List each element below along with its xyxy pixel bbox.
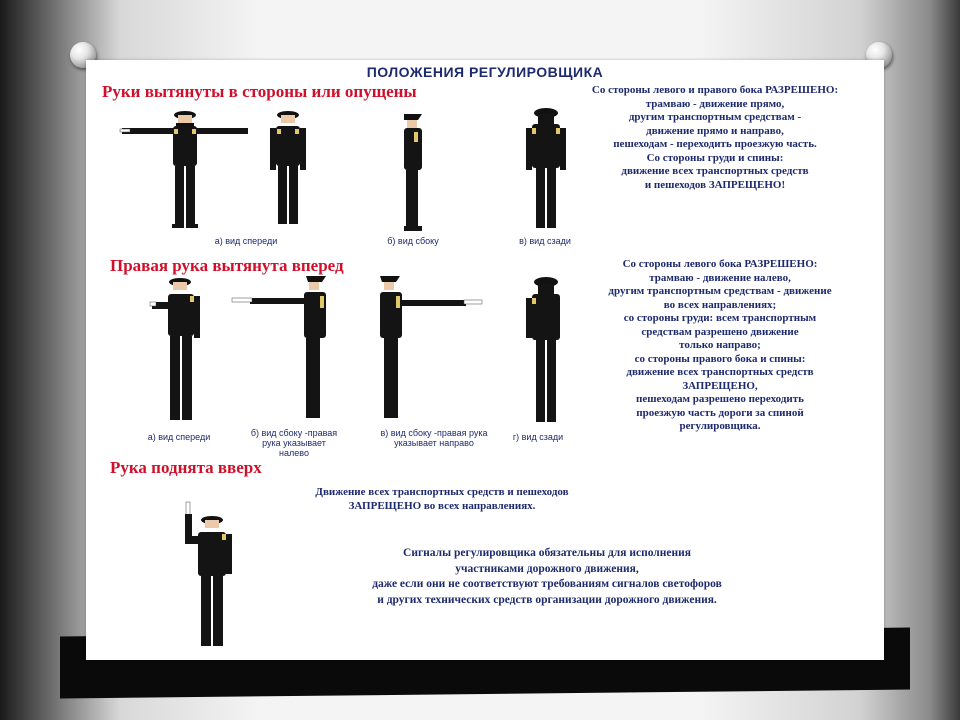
officer-side-pointing-right-figure [374,270,484,430]
officer-side-figure [398,110,428,236]
caption-2b: б) вид сбоку -правая рука указывает налево [250,428,338,458]
section1-line: пешеходам - переходить проезжую часть. [613,138,817,150]
section1-line: движение всех транспортных средств [621,165,809,177]
section1-line: Со стороны груди и спины: [646,151,784,164]
officer-right-arm-forward-front-figure [150,272,210,432]
caption-2c: в) вид сбоку -правая рука указывает направо [380,428,488,448]
section2-heading: Правая рука вытянута вперед [110,256,344,275]
section2-line: регулировщика. [679,420,761,432]
section3-line: Движение всех транспортных средств и пешеходов [315,486,569,498]
section1-line: движение прямо и направо, [646,124,784,137]
officer-arm-raised-figure [182,502,238,652]
section1-line: и пешеходов ЗАПРЕЩЕНО! [644,178,786,191]
note-line: и других технических средств организации дорожного движения. [377,593,717,606]
section2-line: Со стороны левого бока РАЗРЕШЕНО: [622,258,818,270]
section2-line: со стороны правого бока и спины: [634,352,806,365]
section2-line: средствам разрешено движение [641,325,799,338]
section2-line: трамваю - движение налево, [649,271,791,284]
section2-line: во всех направлениях; [663,298,777,311]
officer-front-arms-down-figure [268,106,308,236]
section1-description [560,84,870,192]
caption-1a: а) вид спереди [214,236,278,246]
section2-line: пешеходам разрешено переходить [636,393,804,405]
caption-1b: б) вид сбоку [387,236,439,246]
section1-line: Со стороны левого и правого бока РАЗРЕШЕНО: [591,84,839,96]
section2-line: только направо; [679,339,761,351]
note-line: Сигналы регулировщика обязательны для исполнения [403,547,691,559]
section2-line: со стороны груди: всем транспортным [623,312,817,324]
poster-title: ПОЛОЖЕНИЯ РЕГУЛИРОВЩИКА [366,64,604,80]
section3-heading: Рука поднята вверх [110,458,262,477]
section2-line: движение всех транспортных средств [626,366,814,378]
section2-description [560,258,880,434]
section1-line: трамваю - движение прямо, [645,97,785,110]
caption-1c: в) вид сзади [519,236,571,246]
section1-line: другим транспортным средствам - [628,111,802,123]
section2-line: ЗАПРЕЩЕНО, [682,379,758,392]
caption-2d: г) вид сзади [512,432,564,442]
caption-2a: а) вид спереди [147,432,211,442]
section2-line: другим транспортным средствам - движение [608,285,832,297]
obligation-note [312,546,782,608]
note-line: участниками дорожного движения, [455,562,639,575]
section1-heading: Руки вытянуты в стороны или опущены [102,82,417,101]
poster [86,60,884,660]
officer-front-arms-out-figure [120,106,250,236]
note-line: даже если они не соответствуют требованиям сигналов светофоров [372,578,722,590]
section2-line: проезжую часть дороги за спиной [636,406,804,419]
section3-description [262,486,622,513]
officer-side-pointing-left-figure [232,270,336,430]
section3-line: ЗАПРЕЩЕНО во всех направлениях. [348,499,536,512]
